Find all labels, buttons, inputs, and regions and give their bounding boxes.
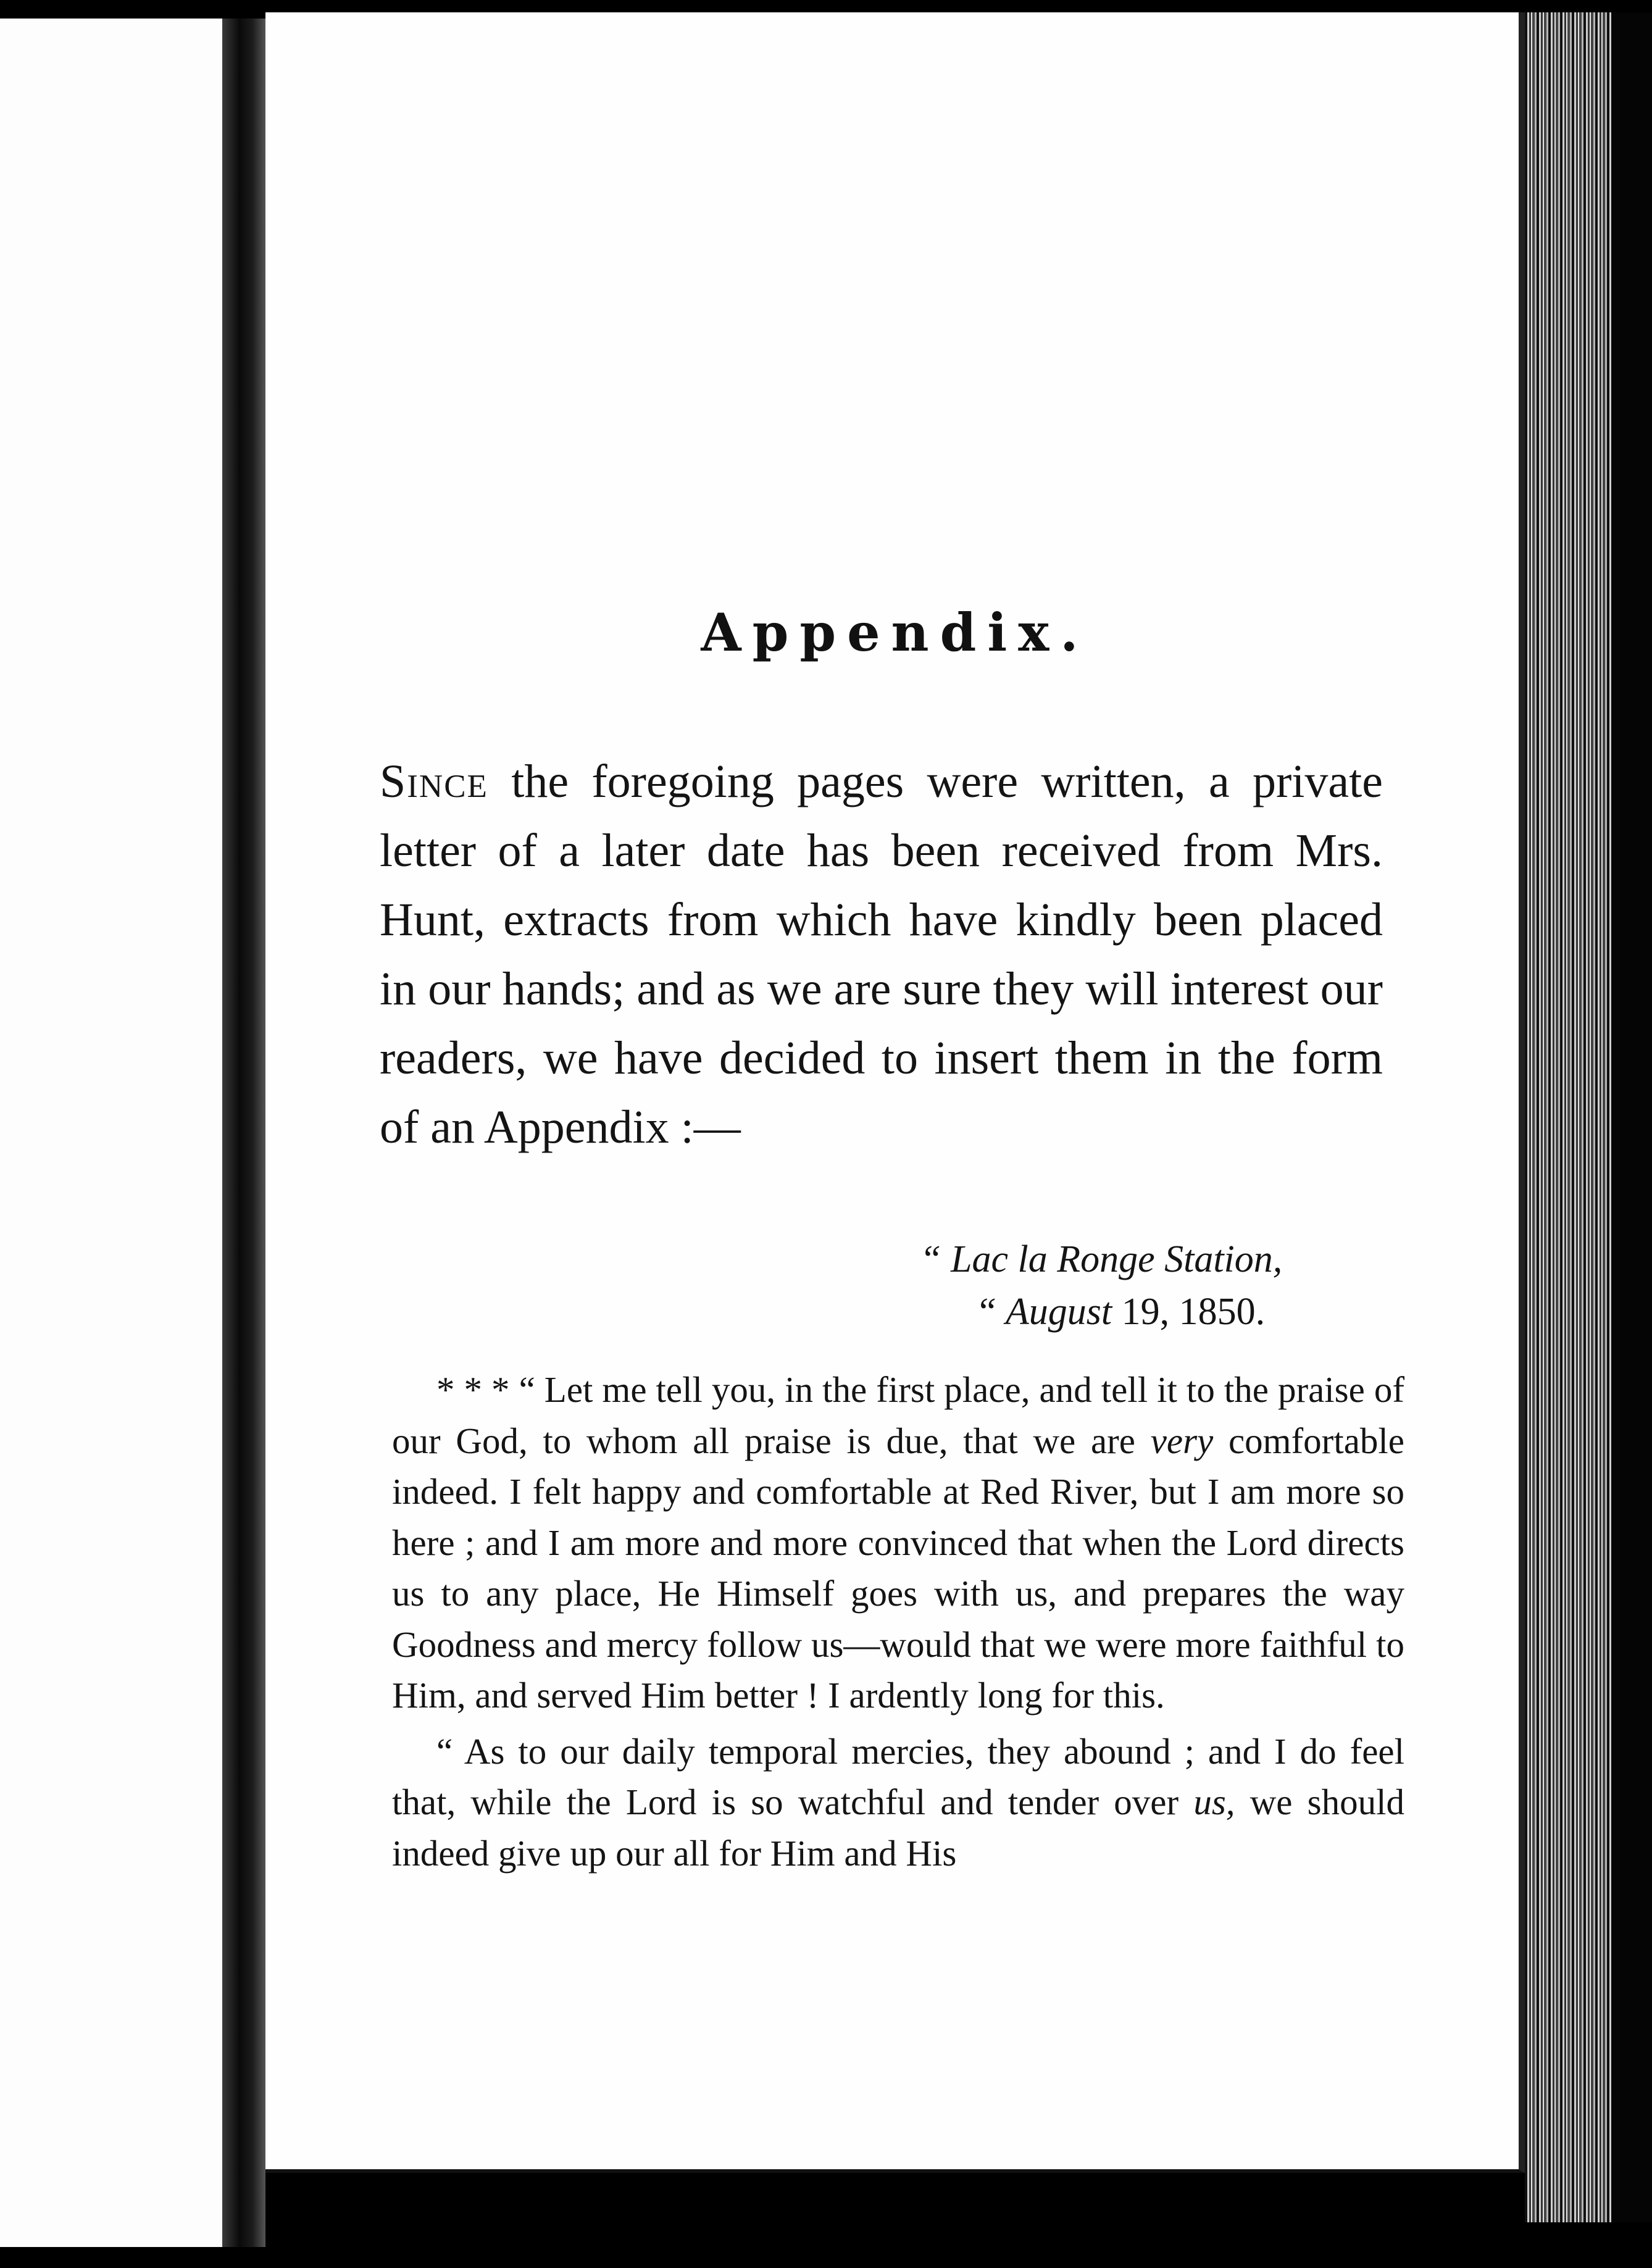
letter-p2-text-b: we should indeed give up our all for Him and His xyxy=(392,1782,1404,1874)
binding-gutter xyxy=(222,19,265,2247)
dateline-day-year: 19, 1850. xyxy=(1112,1291,1266,1333)
dateline-month: “ August xyxy=(975,1291,1112,1333)
facing-page xyxy=(0,19,222,2247)
intro-paragraph xyxy=(380,747,1383,1162)
page-edges xyxy=(1525,12,1611,2222)
letter-paragraph-1 xyxy=(392,1364,1404,1721)
dateline-place: “ Lac la Ronge Station, xyxy=(920,1238,1283,1280)
letter-extract xyxy=(392,1364,1404,1883)
letter-p1-text-a: * * * “ Let me tell you, in the first place, and tell it to the praise of our God, to whom all praise is due, that we are xyxy=(392,1369,1404,1461)
page-heading: Appendix. xyxy=(701,602,1090,663)
letter-p2-text-a: “ As to our daily temporal mercies, they abound ; and I do feel that, while the Lord is so watchful and tender over xyxy=(392,1730,1404,1822)
letter-paragraph-2 xyxy=(392,1726,1404,1879)
letter-p1-text-b: comfortable indeed. I felt happy and comfortable at Red River, but I am more so here ; and I am more and more convinced that when the Lord directs us to any place, He Himself goes with us, and prepares the way Goodness and mercy follow us—would that we were more faithful to Him, and served Him better ! I ardently long for this. xyxy=(392,1420,1404,1716)
letter-p1-emphasis: very xyxy=(1150,1420,1214,1461)
intro-body: the foregoing pages were written, a private letter of a later date has been received from Mrs. Hunt, extracts from which have kindly been placed in our hands; and as we are sure they will interest our readers, we have decided to insert them in the form of an Appendix :— xyxy=(380,756,1383,1153)
letter-p2-emphasis: us, xyxy=(1193,1782,1235,1822)
scan-border xyxy=(1611,12,1652,2222)
intro-lead-word: Since xyxy=(380,756,488,807)
dateline-date xyxy=(975,1290,1482,1334)
